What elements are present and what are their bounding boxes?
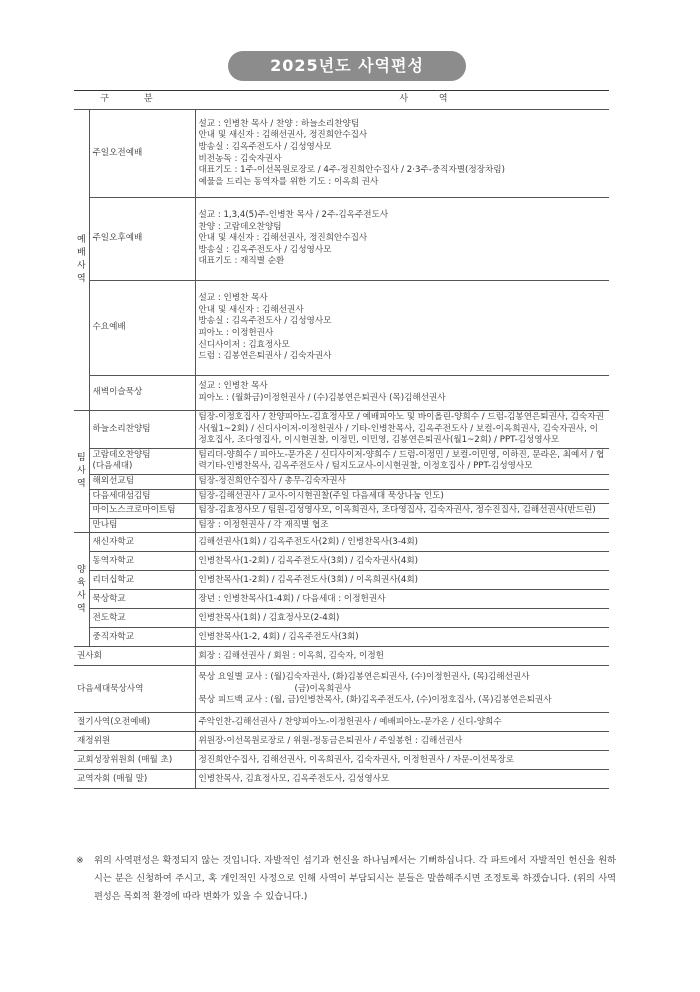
other-detail [195,732,609,751]
team-name: 만나팀 [89,518,195,533]
nurture-name: 새신자학교 [89,533,195,552]
team-detail: 팀장-김해선권사 / 교사-이시현권찰(주일 다음세대 묵상나눔 인도) [195,489,609,504]
team-detail: 팀장-이정호집사 / 찬양피아노-김효정사모 / 예배피아노 및 바이올린-양희수 / 드럼-김봉연은퇴권사, 김숙자권사(월1~2회) / 신디사이저-이정헌권사 / 기타-인병찬목사, 김옥주전도사 / 보컬-이옥희권사, 김숙자권사, 이정호집사, 조다영집사, 이시현권찰, 이정민, 이민영, 김봉연은퇴권사(월1~2회) / PPT-김성영사모 [195,411,609,449]
worship-name: 주일오전예배 [89,110,195,198]
worship-row [74,281,609,376]
worship-line: 예물을 드리는 동역자를 위한 기도 : 이옥희 권사 [198,176,379,187]
team-detail: 팀장 : 이정헌권사 / 각 재직별 협조 [195,518,609,533]
worship-row [74,110,609,198]
other-name: 교역자회 (매월 말) [74,770,195,789]
other-detail [195,713,609,732]
nurture-name: 리더십학교 [89,571,195,590]
worship-line: 방송실 : 김옥주전도사 / 김성영사모 [198,316,332,327]
other-line: 정진희안수집사, 김해선권사, 이옥희권사, 김숙자권사, 이정헌권사 / 자문-이선목장로 [198,754,515,765]
nurture-name: 동역자학교 [89,552,195,571]
other-row [74,770,609,789]
nurture-row [74,533,609,552]
worship-line: 설교 : 인병찬 목사 / 찬양 : 하늘소리찬양팀 [198,118,360,129]
team-section-label: 팀 사 역 [74,411,89,533]
table-header [74,91,609,110]
other-line: 묵상 요일별 교사 : (월)김숙자권사, (화)김봉연은퇴권사, (수)이정헌권사, (목)김해선권사 [198,671,530,682]
nurture-row [74,609,609,628]
other-row [74,751,609,770]
ministry-table [74,90,609,789]
header-ministry: 사 역 [195,91,609,110]
worship-line: 대표기도 : 재직별 순환 [198,256,285,267]
worship-detail [195,198,609,281]
worship-line: 피아노 : (월화금)이정헌권사 / (수)김봉연은퇴권사 (목)김해선권사 [198,393,446,403]
worship-name: 수요예배 [89,281,195,376]
other-name: 다음세대묵상사역 [74,666,195,713]
page-title: 2025년도 사역편성 [228,51,466,81]
other-name: 재정위원 [74,732,195,751]
other-detail [195,751,609,770]
other-line: (금)이옥희권사 [294,683,352,694]
worship-detail [195,281,609,376]
team-row [74,518,609,533]
worship-detail [195,376,609,411]
worship-line: 신디사이저 : 김효정사모 [198,339,290,350]
team-detail: 팀리더-양희수 / 피아노-문가온 / 신디사이저-양희수 / 드럼-이정민 / 보컬-이민영, 이하진, 문라온, 최예서 / 협력기타-인병찬목사, 김옥주전도사 / 팀지도교사-이시현권찰, 이정호집사 / PPT-김성영사모 [195,448,609,474]
worship-line: 설교 : 인병찬 목사 [198,293,268,304]
nurture-detail: 인병찬목사(1-2회) / 김옥주전도사(3회) / 이옥희권사(4회) [195,571,609,590]
worship-line: 설교 : 1,3,4(5)주-인병찬 목사 / 2주-김옥주전도사 [198,210,389,221]
team-name: 해외선교팀 [89,474,195,489]
worship-line: 비전농독 : 김숙자권사 [198,153,282,164]
worship-line: 방송실 : 김옥주전도사 / 김성영사모 [198,244,332,255]
nurture-section-label: 양 육 사 역 [74,533,89,647]
nurture-name: 중직자학교 [89,628,195,647]
nurture-detail: 장년 : 인병찬목사(1-4회) / 다음세대 : 이정헌권사 [195,590,609,609]
worship-name: 새벽이슬묵상 [89,376,195,411]
nurture-name: 전도학교 [89,609,195,628]
nurture-row [74,590,609,609]
team-row [74,489,609,504]
other-detail [195,647,609,666]
other-row [74,666,609,713]
team-name: 고람데오찬양팀 (다음세대) [89,448,195,474]
team-row [74,411,609,449]
nurture-detail: 인병찬목사(1-2회) / 김옥주전도사(3회) / 김숙자권사(4회) [195,552,609,571]
worship-section-label: 예 배 사 역 [74,110,89,411]
other-line: 묵상 피드백 교사 : (월, 금)인병찬목사, (화)김옥주전도사, (수)이정호집사, (목)김봉연은퇴권사 [198,695,552,706]
other-row [74,647,609,666]
team-name: 다음세대섬김팀 [89,489,195,504]
worship-line: 안내 및 새신자 : 김해선권사 [198,304,304,315]
other-name: 권사회 [74,647,195,666]
other-line: 주악인찬-김해선권사 / 찬양피아노-이정헌권사 / 예배피아노-문가온 / 신디-양희수 [198,716,502,727]
worship-name: 주일오후예배 [89,198,195,281]
note-mark: ※ [76,855,84,866]
nurture-row [74,628,609,647]
nurture-detail: 인병찬목사(1회) / 김효정사모(2-4회) [195,609,609,628]
team-detail: 팀장-정진희안수집사 / 총무-김숙자권사 [195,474,609,489]
worship-line: 찬양 : 고람데오찬양팀 [198,221,282,232]
worship-line: 대표기도 : 1주-이선목원로장로 / 4주-정진희안수집사 / 2·3주-중직자별(정장차림) [198,165,505,176]
nurture-name: 묵상학교 [89,590,195,609]
other-name: 교회성장위원회 (매월 초) [74,751,195,770]
team-row [74,474,609,489]
worship-line: 안내 및 새신자 : 김해선권사, 정진희안수집사 [198,233,368,244]
header-category: 구 분 [74,91,195,110]
worship-detail [195,110,609,198]
worship-line: 피아노 : 이정헌권사 [198,328,274,338]
team-name: 하늘소리찬양팀 [89,411,195,449]
worship-line: 설교 : 인병찬 목사 [198,381,268,392]
worship-line: 방송실 : 김옥주전도사 / 김성영사모 [198,141,332,152]
other-line: 인병찬목사, 김효정사모, 김옥주전도사, 김성영사모 [198,773,390,784]
team-detail: 팀장-김효정사모 / 팀원-김성영사모, 이옥희권사, 조다영집사, 김숙자권사, 정수진집사, 김해선권사(반드린) [195,504,609,519]
nurture-row [74,552,609,571]
team-row [74,504,609,519]
note-text: 위의 사역편성은 확정되지 않는 것입니다. 자발적인 섬기과 헌신을 하나님께서는 기뻐하십니다. 각 파트에서 자발적인 헌신을 원하시는 분은 신청하여 주시고, 혹 개인적인 사정으로 인해 사역이 부담되시는 분들은 말씀해주시면 조정토록 하겠습니다. (위의 사역편성은 목회적 환경에 따라 변화가 있을 수 있습니다.) [94,855,616,902]
other-line: 회장 : 김해선권사 / 회원 : 이옥희, 김숙자, 이정헌 [198,650,384,661]
other-line: 위원장-이선목원로장로 / 위원-정동금은퇴권사 / 주일봉헌 : 김해선권사 [198,735,463,746]
worship-line: 안내 및 새신자 : 김해선권사, 정진희안수집사 [198,130,368,141]
other-detail [195,770,609,789]
other-detail [195,666,609,713]
nurture-row [74,571,609,590]
nurture-detail: 김해선권사(1회) / 김옥주전도사(2회) / 인병찬목사(3-4회) [195,533,609,552]
footnote [76,852,616,906]
other-row [74,732,609,751]
other-name: 절기사역(오전예배) [74,713,195,732]
worship-line: 드럼 : 김봉연은퇴권사 / 김숙자권사 [198,351,332,362]
other-row [74,713,609,732]
worship-row [74,198,609,281]
nurture-detail: 인병찬목사(1-2, 4회) / 김옥주전도사(3회) [195,628,609,647]
team-name: 마이노스크로마이트팀 [89,504,195,519]
worship-row [74,376,609,411]
team-row [74,448,609,474]
